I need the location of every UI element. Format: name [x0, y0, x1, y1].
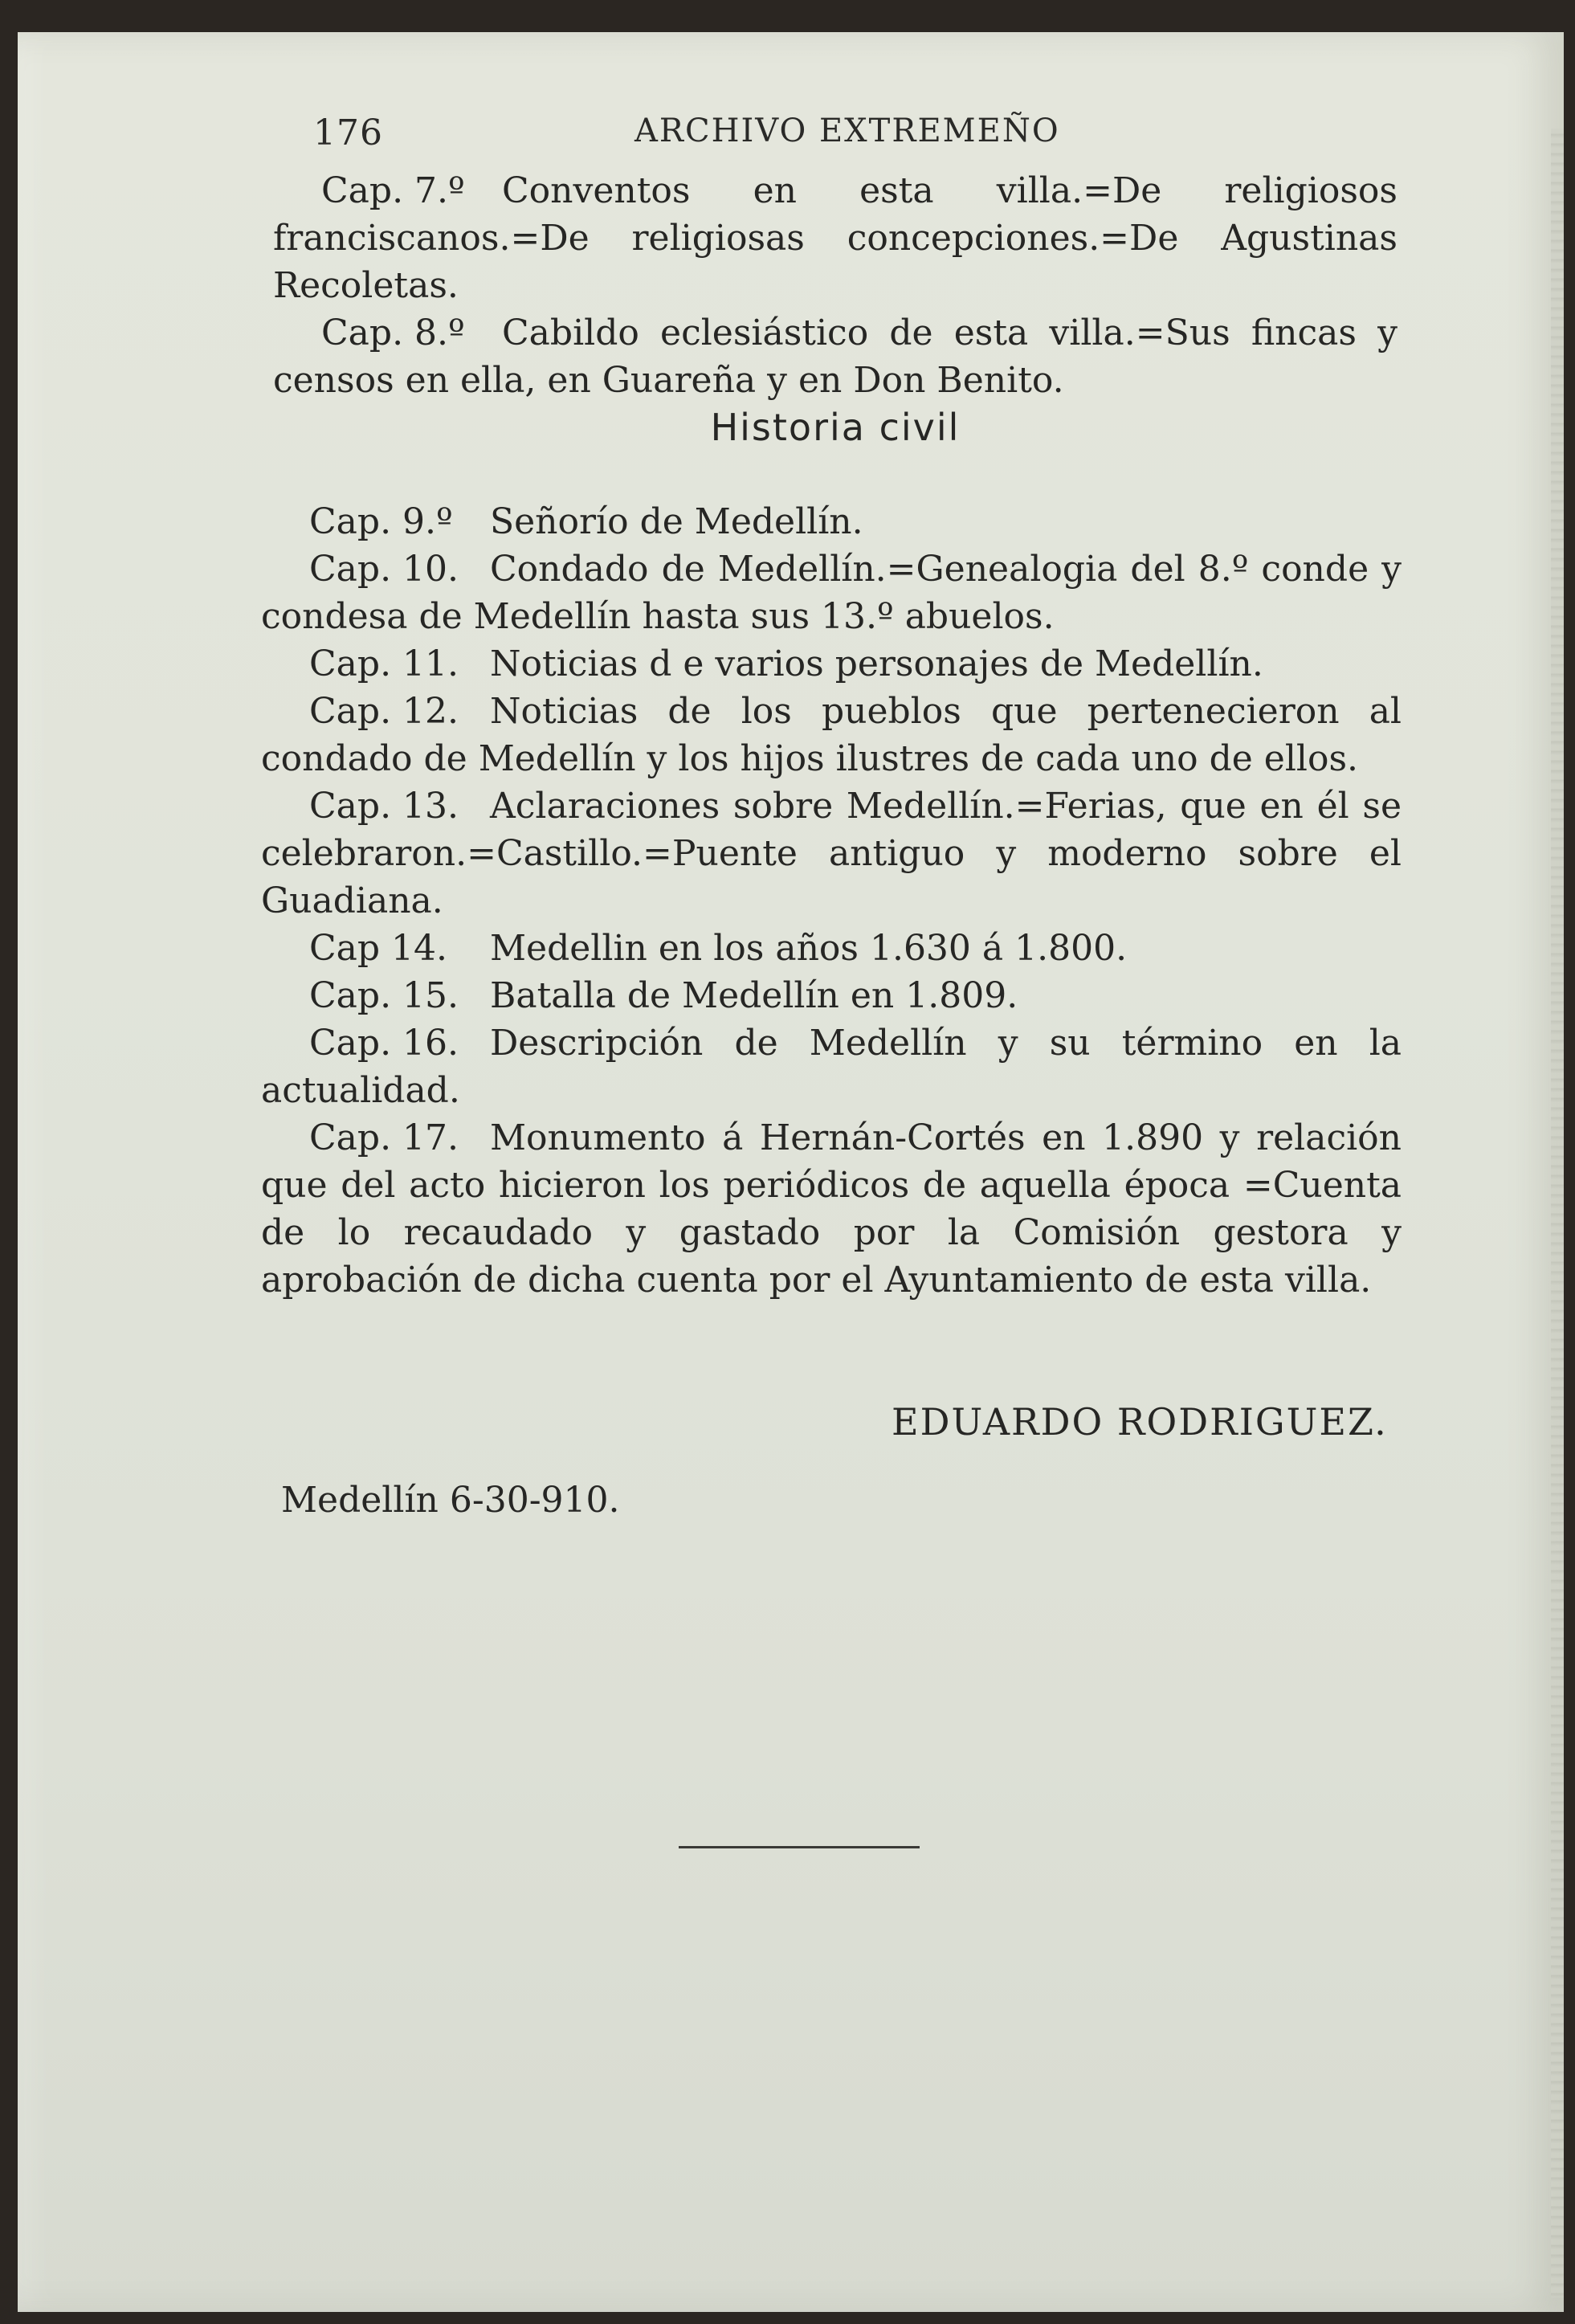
chapter-text: Señorío de Medellín. — [490, 501, 863, 542]
chapter-entry — [261, 972, 1402, 1019]
chapter-number: Cap 14. — [309, 928, 448, 969]
chapter-entry — [261, 640, 1402, 688]
chapter-number: Cap. 12. — [309, 691, 459, 732]
chapter-number: Cap. 16. — [309, 1023, 459, 1064]
dateline: Medellín 6-30-910. — [281, 1480, 620, 1521]
chapter-number: Cap. 10. — [309, 549, 459, 590]
chapter-number: Cap. 8.º — [321, 312, 465, 353]
chapter-entry — [261, 1019, 1402, 1114]
chapter-text: Noticias de los pueblos que pertenecieron al condado de Medellín y los hijos ilustres de cada uno de ellos. — [261, 691, 1402, 779]
chapter-text: Descripción de Medellín y su término en la actualidad. — [261, 1023, 1402, 1111]
chapter-list-top — [273, 167, 1398, 404]
chapter-list-main — [261, 498, 1402, 1304]
chapter-entry — [261, 498, 1402, 545]
chapter-entry — [261, 545, 1402, 640]
chapter-text: Noticias d e varios personajes de Medellín. — [490, 643, 1263, 684]
chapter-entry — [273, 167, 1398, 309]
chapter-entry — [261, 688, 1402, 782]
page-number: 176 — [313, 112, 383, 153]
chapter-text: Monumento á Hernán-Cortés en 1.890 y relación que del acto hicieron los periódicos de aquella época =Cuenta de lo recaudado y gastado por la Comisión gestora y aprobación de dicha cuenta por el Ayuntamiento de esta villa. — [261, 1117, 1402, 1301]
chapter-number: Cap. 17. — [309, 1117, 459, 1158]
page-edge — [1551, 129, 1564, 2297]
closing-rule — [679, 1846, 920, 1848]
chapter-entry — [261, 925, 1402, 972]
chapter-text: Condado de Medellín.=Genealogia del 8.º conde y condesa de Medellín hasta sus 13.º abuelos. — [261, 549, 1402, 637]
chapter-number: Cap. 9.º — [309, 501, 453, 542]
chapter-text: Medellin en los años 1.630 á 1.800. — [490, 928, 1128, 969]
section-title: Historia civil — [710, 406, 961, 449]
page-header — [313, 112, 1406, 161]
chapter-number: Cap. 11. — [309, 643, 459, 684]
chapter-number: Cap. 15. — [309, 975, 459, 1016]
chapter-number: Cap. 7.º — [321, 170, 465, 211]
author-signature: EDUARDO RODRIGUEZ. — [892, 1400, 1388, 1444]
chapter-entry — [261, 1114, 1402, 1304]
chapter-entry — [261, 782, 1402, 925]
chapter-text: Batalla de Medellín en 1.809. — [490, 975, 1018, 1016]
chapter-text: Conventos en esta villa.=De religiosos franciscanos.=De religiosas concepciones.=De Agustinas Recoletas. — [273, 170, 1398, 306]
chapter-text: Aclaraciones sobre Medellín.=Ferias, que en él se celebraron.=Castillo.=Puente antiguo y moderno sobre el Guadiana. — [261, 786, 1402, 921]
running-head: ARCHIVO EXTREMEÑO — [634, 112, 1060, 149]
chapter-text: Cabildo eclesiástico de esta villa.=Sus fincas y censos en ella, en Guareña y en Don Benito. — [273, 312, 1398, 401]
chapter-number: Cap. 13. — [309, 786, 459, 827]
chapter-entry — [273, 309, 1398, 404]
